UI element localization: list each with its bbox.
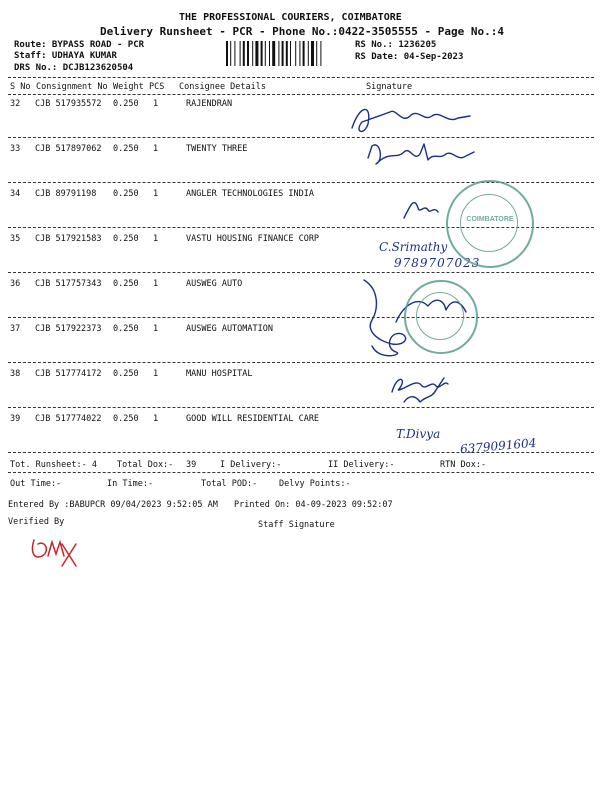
signature-rajendran xyxy=(352,109,470,131)
verified-by: Verified By xyxy=(8,517,65,527)
row-weight: 0.250 xyxy=(113,324,139,334)
staff-label: Staff: UDHAYA KUMAR xyxy=(14,51,117,61)
handwritten-name-35: C.Srimathy xyxy=(379,240,448,254)
row-consignee: VASTU HOUSING FINANCE CORP xyxy=(186,234,320,244)
row-pcs: 1 xyxy=(153,234,159,244)
row-consignment: CJB 517935572 xyxy=(35,99,102,109)
entered-by: Entered By :BABUPCR 09/04/2023 9:52:05 AM xyxy=(8,500,218,510)
row-consignment: CJB 517921583 xyxy=(35,234,102,244)
company-stamp xyxy=(446,180,534,268)
row-consignee: AUSWEG AUTO xyxy=(186,279,243,289)
row-weight: 0.250 xyxy=(113,414,139,424)
col-consignment: Consignment No xyxy=(36,82,108,92)
total-dox-value: 39 xyxy=(186,460,197,470)
row-sno: 37 xyxy=(10,324,21,334)
row-weight: 0.250 xyxy=(113,279,139,289)
signature-angler xyxy=(404,203,438,218)
handwritten-phone-35: 9789707023 xyxy=(394,256,481,270)
row-consignment: CJB 89791198 xyxy=(35,189,97,199)
row-pcs: 1 xyxy=(153,279,159,289)
company-title: THE PROFESSIONAL COURIERS, COIMBATORE xyxy=(179,12,402,23)
row-pcs: 1 xyxy=(153,144,159,154)
col-weight: Weight xyxy=(113,82,144,92)
runsheet-subtitle: Delivery Runsheet - PCR - Phone No.:0422-3505555 - Page No.:4 xyxy=(100,25,504,38)
rtn-dox: RTN Dox:- xyxy=(440,460,487,470)
verified-initials-1 xyxy=(32,540,46,557)
row-weight: 0.250 xyxy=(113,369,139,379)
row-consignee: MANU HOSPITAL xyxy=(186,369,253,379)
col-signature: Signature xyxy=(366,82,413,92)
row-sno: 32 xyxy=(10,99,21,109)
handwritten-name-39: T.Divya xyxy=(396,427,441,441)
row-pcs: 1 xyxy=(153,99,159,109)
row-consignee: RAJENDRAN xyxy=(186,99,233,109)
in-time: In Time:- xyxy=(107,479,154,489)
row-pcs: 1 xyxy=(153,324,159,334)
out-time: Out Time:- xyxy=(10,479,62,489)
tot-runsheet: Tot. Runsheet:- 4 xyxy=(10,460,97,470)
row-sno: 35 xyxy=(10,234,21,244)
route-label: Route: BYPASS ROAD - PCR xyxy=(14,40,145,50)
row-weight: 0.250 xyxy=(113,189,139,199)
handwritten-phone-39: 6379091604 xyxy=(459,435,537,457)
stamp-city: COIMBATORE xyxy=(466,216,514,223)
row-sno: 36 xyxy=(10,279,21,289)
row-sno: 34 xyxy=(10,189,21,199)
row-consignee: AUSWEG AUTOMATION xyxy=(186,324,273,334)
signature-ausweg-bracket xyxy=(364,280,406,356)
row-consignment: CJB 517922373 xyxy=(35,324,102,334)
row-consignment: CJB 517774172 xyxy=(35,369,102,379)
row-consignee: ANGLER TECHNOLOGIES INDIA xyxy=(186,189,314,199)
col-pcs: PCS xyxy=(149,82,165,92)
row-weight: 0.250 xyxy=(113,144,139,154)
rs-number: RS No.: 1236205 xyxy=(355,40,437,50)
col-consignee: Consignee Details xyxy=(179,82,266,92)
staff-signature-label: Staff Signature xyxy=(258,520,335,530)
signature-manu-2 xyxy=(404,378,444,402)
row-weight: 0.250 xyxy=(113,234,139,244)
row-pcs: 1 xyxy=(153,414,159,424)
ii-delivery: II Delivery:- xyxy=(328,460,395,470)
col-sno: S No xyxy=(10,82,31,92)
signature-twenty-three xyxy=(368,144,474,164)
row-sno: 39 xyxy=(10,414,21,424)
row-pcs: 1 xyxy=(153,189,159,199)
row-pcs: 1 xyxy=(153,369,159,379)
row-consignee: TWENTY THREE xyxy=(186,144,248,154)
rs-date: RS Date: 04-Sep-2023 xyxy=(355,52,464,62)
delvy-points: Delvy Points:- xyxy=(279,479,351,489)
row-sno: 38 xyxy=(10,369,21,379)
total-pod: Total POD:- xyxy=(201,479,258,489)
row-consignee: GOOD WILL RESIDENTIAL CARE xyxy=(186,414,320,424)
row-consignment: CJB 517774022 xyxy=(35,414,102,424)
drs-number: DRS No.: DCJB123620504 xyxy=(14,63,134,73)
printed-on: Printed On: 04-09-2023 09:52:07 xyxy=(234,500,393,510)
i-delivery: I Delivery:- xyxy=(220,460,282,470)
row-sno: 33 xyxy=(10,144,21,154)
row-consignment: CJB 517897062 xyxy=(35,144,102,154)
second-stamp xyxy=(404,280,478,354)
total-dox-label: Total Dox:- xyxy=(117,460,174,470)
row-weight: 0.250 xyxy=(113,99,139,109)
row-consignment: CJB 517757343 xyxy=(35,279,102,289)
